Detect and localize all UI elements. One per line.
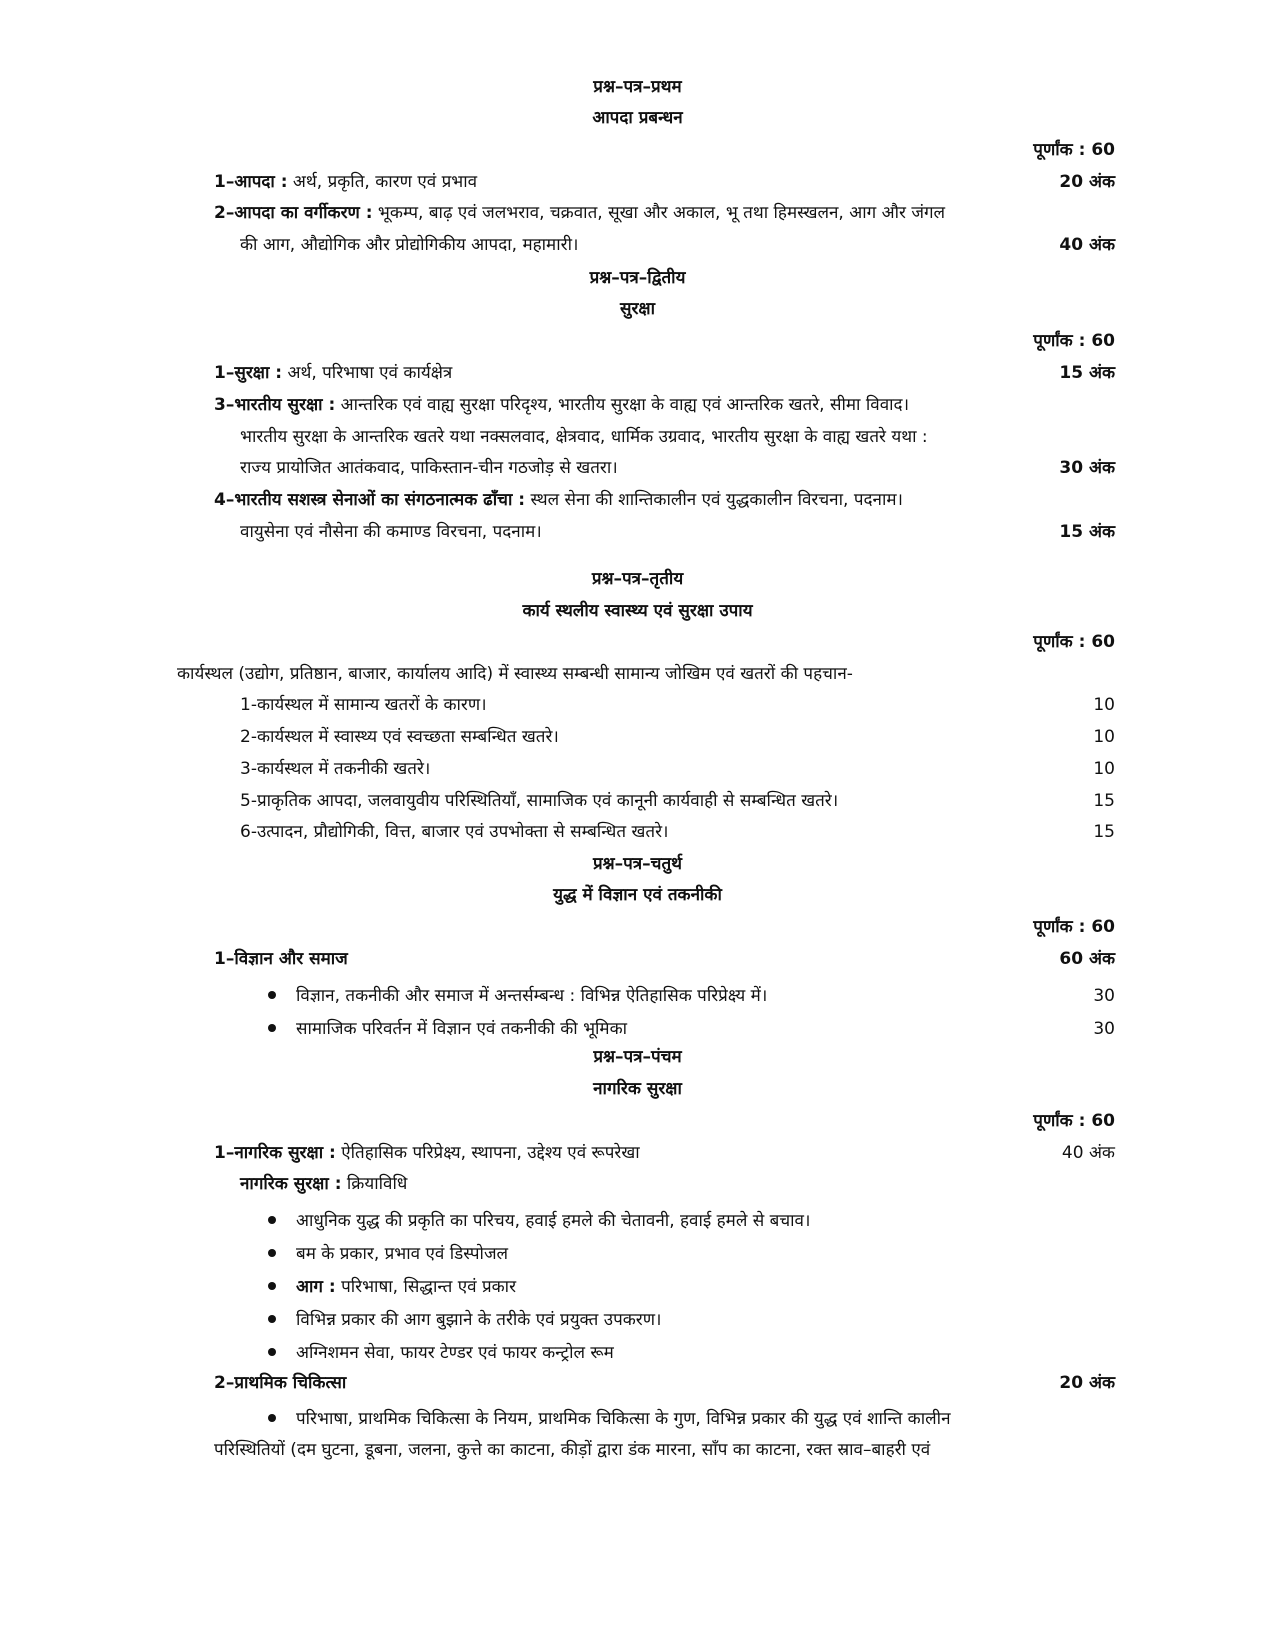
total-marks-4: पूर्णांक : 60 (1033, 917, 1115, 937)
total-marks-2: पूर्णांक : 60 (1033, 331, 1115, 351)
item-marks: 15 (1093, 791, 1115, 811)
item-marks: 30 (1093, 986, 1115, 1006)
item-text: भूकम्प, बाढ़ एवं जलभराव, चक्रवात, सूखा और अकाल, भू तथा हिमस्खलन, आग और जंगल (372, 203, 946, 223)
bullet-icon (268, 1216, 276, 1224)
item-marks: 10 (1093, 759, 1115, 779)
list-item: 1-कार्यस्थल में सामान्य खतरों के कारण। (240, 695, 487, 715)
item-marks: 40 अंक (1061, 1143, 1115, 1163)
item-head: 1–विज्ञान और समाज (214, 949, 348, 969)
paper-heading-3: प्रश्न–पत्र–तृतीय (591, 569, 684, 589)
bullet-item (296, 1208, 810, 1234)
item-head: 1–आपदा : (214, 172, 288, 192)
item-marks: 30 (1093, 1019, 1115, 1039)
item-continuation: भारतीय सुरक्षा के आन्तरिक खतरे यथा नक्सलवाद, क्षेत्रवाद, धार्मिक उग्रवाद, भारतीय सुरक्षा के वाह्य खतरे यथा : (240, 427, 928, 447)
item-marks: 20 अंक (1059, 172, 1115, 192)
bullet-icon (268, 1348, 276, 1356)
item-text: अर्थ, प्रकृति, कारण एवं प्रभाव (287, 172, 478, 192)
bullet-text: बम के प्रकार, प्रभाव एवं डिस्पोजल (296, 1244, 509, 1264)
list-item: 2-कार्यस्थल में स्वास्थ्य एवं स्वच्छता सम्बन्धित खतरे। (240, 727, 559, 747)
list-item: 5-प्राकृतिक आपदा, जलवायुवीय परिस्थितियाँ, सामाजिक एवं कानूनी कार्यवाही से सम्बन्धित खतरे। (240, 791, 839, 811)
item-head: 3–भारतीय सुरक्षा : (214, 395, 336, 415)
item-2-4 (214, 487, 903, 513)
item-continuation: वायुसेना एवं नौसेना की कमाण्ड विरचना, पदनाम। (240, 522, 542, 542)
bullet-text: आधुनिक युद्ध की प्रकृति का परिचय, हवाई हमले की चेतावनी, हवाई हमले से बचाव। (296, 1211, 811, 1231)
bullet-icon (268, 1282, 276, 1290)
paper-title-2: सुरक्षा (619, 299, 656, 319)
item-continuation: की आग, औद्योगिक और प्रोद्योगिकीय आपदा, महामारी। (240, 235, 579, 255)
bullet-item (296, 1241, 508, 1267)
bullet-head: आग : (296, 1277, 336, 1297)
bullet-icon (268, 1315, 276, 1323)
item-marks: 15 अंक (1059, 522, 1115, 542)
paper-title-1: आपदा प्रबन्धन (592, 108, 683, 128)
bullet-item (296, 1307, 661, 1333)
bullet-icon (268, 1024, 276, 1032)
item-marks: 15 अंक (1059, 363, 1115, 383)
item-marks: 40 अंक (1059, 235, 1115, 255)
bullet-text: परिभाषा, सिद्धान्त एवं प्रकार (335, 1277, 517, 1297)
bullet-text: विभिन्न प्रकार की आग बुझाने के तरीके एवं प्रयुक्त उपकरण। (296, 1310, 662, 1330)
paper-heading-2: प्रश्न–पत्र–द्वितीय (589, 268, 686, 288)
total-marks-3: पूर्णांक : 60 (1033, 632, 1115, 652)
item-head: 2–आपदा का वर्गीकरण : (214, 203, 373, 223)
item-5-1 (214, 1140, 640, 1166)
sub-item (240, 1171, 407, 1197)
item-marks: 60 अंक (1059, 949, 1115, 969)
list-item: 3-कार्यस्थल में तकनीकी खतरे। (240, 759, 431, 779)
item-marks: 10 (1093, 727, 1115, 747)
paper-title-4: युद्ध में विज्ञान एवं तकनीकी (553, 885, 722, 905)
item-head: 4–भारतीय सशस्त्र सेनाओं का संगठनात्मक ढाँचा : (214, 490, 526, 510)
paper-title-3: कार्य स्थलीय स्वास्थ्य एवं सुरक्षा उपाय (522, 601, 753, 621)
paragraph-line: परिस्थितियों (दम घुटना, डूबना, जलना, कुत्ते का काटना, कीड़ों द्वारा डंक मारना, साँप का काटना, रक्त स्राव–बाहरी एवं (214, 1440, 931, 1460)
item-marks: 10 (1093, 695, 1115, 715)
item-head: 1–सुरक्षा : (214, 363, 283, 383)
item-head: 2–प्राथमिक चिकित्सा (214, 1373, 347, 1393)
item-continuation: राज्य प्रायोजित आतंकवाद, पाकिस्तान-चीन गठजोड़ से खतरा। (240, 458, 618, 478)
bullet-icon (268, 991, 276, 999)
bullet-item (296, 1274, 516, 1300)
bullet-icon (268, 1414, 276, 1422)
bullet-text: अग्निशमन सेवा, फायर टेण्डर एवं फायर कन्ट्रोल रूम (296, 1343, 614, 1363)
paper-heading-1: प्रश्न–पत्र–प्रथम (593, 77, 682, 97)
item-2-1 (214, 360, 452, 386)
item-1-1 (214, 169, 477, 195)
item-marks: 15 (1093, 822, 1115, 842)
item-text: ऐतिहासिक परिप्रेक्ष्य, स्थापना, उद्देश्य एवं रूपरेखा (335, 1143, 640, 1163)
total-marks-5: पूर्णांक : 60 (1033, 1111, 1115, 1131)
sub-text: क्रियाविधि (341, 1174, 408, 1194)
item-marks: 30 अंक (1059, 458, 1115, 478)
item-text: अर्थ, परिभाषा एवं कार्यक्षेत्र (282, 363, 453, 383)
item-1-2 (214, 200, 945, 226)
paper-heading-4: प्रश्न–पत्र–चतुर्थ (592, 854, 683, 874)
section-intro: कार्यस्थल (उद्योग, प्रतिष्ठान, बाजार, कार्यालय आदि) में स्वास्थ्य सम्बन्धी सामान्य जोखिम एवं खतरों की पहचान- (177, 664, 853, 684)
sub-head: नागरिक सुरक्षा : (240, 1174, 342, 1194)
item-text: आन्तरिक एवं वाह्य सुरक्षा परिदृश्य, भारतीय सुरक्षा के वाह्य एवं आन्तरिक खतरे, सीमा विवाद। (335, 395, 910, 415)
paper-title-5: नागरिक सुरक्षा (593, 1079, 682, 1099)
item-2-3 (214, 392, 909, 418)
item-head: 1–नागरिक सुरक्षा : (214, 1143, 336, 1163)
bullet-item (296, 1340, 614, 1366)
item-text: स्थल सेना की शान्तिकालीन एवं युद्धकालीन विरचना, पदनाम। (525, 490, 903, 510)
item-marks: 20 अंक (1059, 1373, 1115, 1393)
paragraph-line: परिभाषा, प्राथमिक चिकित्सा के नियम, प्राथमिक चिकित्सा के गुण, विभिन्न प्रकार की युद्ध एवं शान्ति कालीन (296, 1409, 951, 1429)
total-marks-1: पूर्णांक : 60 (1033, 140, 1115, 160)
paper-heading-5: प्रश्न–पत्र–पंचम (593, 1047, 682, 1067)
list-item: 6-उत्पादन, प्रौद्योगिकी, वित्त, बाजार एवं उपभोक्ता से सम्बन्धित खतरे। (240, 822, 669, 842)
bullet-item: सामाजिक परिवर्तन में विज्ञान एवं तकनीकी की भूमिका (296, 1019, 628, 1039)
bullet-icon (268, 1249, 276, 1257)
bullet-item: विज्ञान, तकनीकी और समाज में अन्तर्सम्बन्ध : विभिन्न ऐतिहासिक परिप्रेक्ष्य में। (296, 986, 768, 1006)
